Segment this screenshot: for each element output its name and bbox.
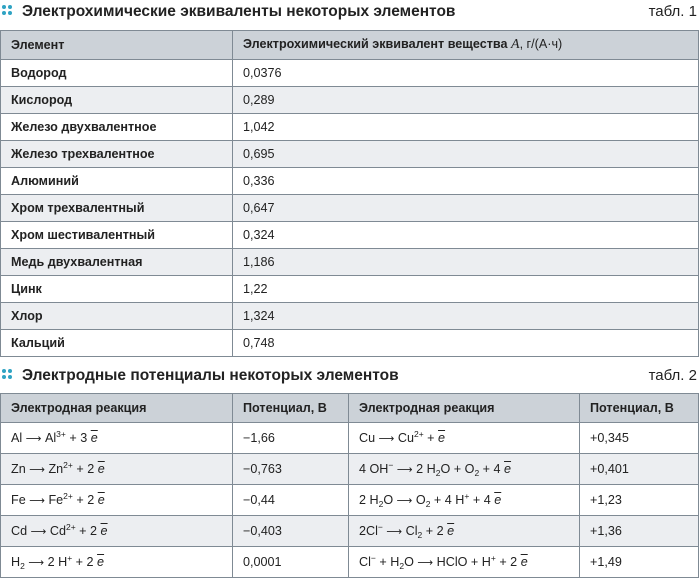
reactant-part: + H bbox=[375, 555, 400, 569]
electron-symbol: $\overline{e}$ bbox=[494, 493, 502, 507]
right-arrow-icon: ⟶ bbox=[25, 494, 49, 507]
reaction-cell bbox=[1, 454, 233, 485]
electron-symbol: $\overline{e}$ bbox=[100, 524, 108, 538]
reaction-cell bbox=[1, 516, 233, 547]
superscript: 2+ bbox=[63, 460, 73, 470]
table1-heading bbox=[0, 2, 700, 24]
right-arrow-icon: ⟶ bbox=[27, 525, 50, 538]
coefficient: + 2 bbox=[422, 524, 448, 538]
potential-value-cell: 0,0001 bbox=[233, 547, 349, 578]
table1-ref: табл. 1 bbox=[648, 3, 697, 20]
product: 2 H bbox=[47, 555, 68, 569]
superscript: 3+ bbox=[56, 429, 66, 439]
subscript: 2 bbox=[417, 530, 423, 540]
product: Cd bbox=[49, 524, 66, 538]
equivalent-value-cell: 1,22 bbox=[233, 276, 699, 303]
four-dots-icon bbox=[2, 5, 14, 17]
product: 2 H bbox=[416, 462, 436, 476]
equivalent-value-cell: 1,186 bbox=[233, 249, 699, 276]
coefficient: + 2 bbox=[72, 493, 98, 507]
potential-value-cell: −1,66 bbox=[233, 423, 349, 454]
coefficient: + 4 bbox=[469, 493, 495, 507]
table-row bbox=[1, 485, 699, 516]
reactant: Fe bbox=[11, 493, 26, 507]
right-arrow-icon: ⟶ bbox=[25, 463, 49, 476]
table-row bbox=[1, 87, 699, 114]
table-row bbox=[1, 547, 699, 578]
equivalent-header-text: Электрохимический эквивалент вещества bbox=[243, 37, 511, 51]
reaction-cell bbox=[349, 547, 580, 578]
table2-heading bbox=[0, 366, 700, 388]
potential-value-cell: +0,401 bbox=[580, 454, 699, 485]
coefficient: + 3 bbox=[65, 431, 91, 445]
superscript: − bbox=[370, 553, 376, 563]
right-arrow-icon: ⟶ bbox=[24, 556, 48, 569]
product: Al bbox=[44, 431, 57, 445]
reaction-cell bbox=[349, 423, 580, 454]
coefficient: + 4 bbox=[479, 462, 505, 476]
right-arrow-icon: ⟶ bbox=[393, 494, 416, 507]
reactant: Al bbox=[11, 431, 23, 445]
subscript: 2 bbox=[20, 561, 25, 571]
reactant-part: O bbox=[383, 493, 394, 507]
coefficient: + 2 bbox=[495, 555, 521, 569]
coefficient: + bbox=[423, 431, 439, 445]
subscript: 2 bbox=[474, 468, 480, 478]
equivalent-value-cell: 0,289 bbox=[233, 87, 699, 114]
table-row bbox=[1, 330, 699, 357]
product: HClO + H bbox=[436, 555, 491, 569]
element-name-cell: Кислород bbox=[1, 87, 233, 114]
table-row bbox=[1, 249, 699, 276]
equivalent-symbol: A bbox=[511, 37, 520, 52]
potential-value-cell: −0,403 bbox=[233, 516, 349, 547]
reactant-part: O bbox=[404, 555, 414, 569]
table-row bbox=[1, 114, 699, 141]
product-part: O + O bbox=[440, 462, 475, 476]
electron-symbol: $\overline{e}$ bbox=[504, 462, 512, 476]
potential-value-cell: +1,36 bbox=[580, 516, 699, 547]
equivalent-value-cell: 0,324 bbox=[233, 222, 699, 249]
table-row bbox=[1, 222, 699, 249]
reaction-cell bbox=[349, 454, 580, 485]
equivalent-units: , г/(А·ч) bbox=[519, 37, 563, 51]
equivalent-value-cell: 1,042 bbox=[233, 114, 699, 141]
equivalent-value-cell: 1,324 bbox=[233, 303, 699, 330]
product-part: + 4 H bbox=[430, 493, 465, 507]
element-name-cell: Железо двухвалентное bbox=[1, 114, 233, 141]
subscript: 2 bbox=[425, 499, 431, 509]
element-name-cell: Кальций bbox=[1, 330, 233, 357]
element-name-cell: Цинк bbox=[1, 276, 233, 303]
potential-value-cell: +1,49 bbox=[580, 547, 699, 578]
table-row bbox=[1, 423, 699, 454]
product: Fe bbox=[48, 493, 64, 507]
coefficient: + 2 bbox=[75, 524, 101, 538]
table-row bbox=[1, 168, 699, 195]
potential-value-cell: +0,345 bbox=[580, 423, 699, 454]
right-arrow-icon: ⟶ bbox=[22, 432, 45, 445]
four-dots-icon bbox=[2, 369, 14, 381]
reactant: Cd bbox=[11, 524, 28, 538]
element-name-cell: Хром трехвалентный bbox=[1, 195, 233, 222]
table-header-row bbox=[1, 394, 699, 423]
table-row bbox=[1, 60, 699, 87]
reactant: 2Cl bbox=[359, 524, 378, 538]
right-arrow-icon: ⟶ bbox=[375, 432, 398, 445]
table-row bbox=[1, 303, 699, 330]
equivalent-value-cell: 0,0376 bbox=[233, 60, 699, 87]
table-header-row bbox=[1, 31, 699, 60]
column-header-potential: Потенциал, В bbox=[233, 394, 349, 423]
right-arrow-icon: ⟶ bbox=[413, 556, 437, 569]
reaction-cell bbox=[349, 516, 580, 547]
column-header-potential: Потенциал, В bbox=[580, 394, 699, 423]
table2-ref: табл. 2 bbox=[648, 367, 697, 384]
equivalent-value-cell: 0,748 bbox=[233, 330, 699, 357]
electron-symbol: $\overline{e}$ bbox=[447, 524, 455, 538]
reactant: H bbox=[11, 555, 21, 569]
table-row bbox=[1, 454, 699, 485]
electron-symbol: $\overline{e}$ bbox=[97, 555, 105, 569]
table2-title: Электродные потенциалы некоторых элементов bbox=[22, 367, 399, 384]
equivalent-value-cell: 0,647 bbox=[233, 195, 699, 222]
superscript: − bbox=[377, 522, 383, 532]
electron-symbol: $\overline{e}$ bbox=[520, 555, 528, 569]
product: O bbox=[415, 493, 426, 507]
column-header-element: Элемент bbox=[1, 31, 233, 60]
element-name-cell: Алюминий bbox=[1, 168, 233, 195]
element-name-cell: Хром шестивалентный bbox=[1, 222, 233, 249]
reactant: Cl bbox=[359, 555, 371, 569]
column-header-equivalent bbox=[233, 31, 699, 60]
reactant: Zn bbox=[11, 462, 26, 476]
equivalent-value-cell: 0,336 bbox=[233, 168, 699, 195]
product: Zn bbox=[48, 462, 64, 476]
element-name-cell: Хлор bbox=[1, 303, 233, 330]
electron-symbol: $\overline{e}$ bbox=[97, 462, 105, 476]
electron-symbol: $\overline{e}$ bbox=[90, 431, 98, 445]
product: Cl bbox=[405, 524, 418, 538]
potential-value-cell: −0,44 bbox=[233, 485, 349, 516]
electron-symbol: $\overline{e}$ bbox=[438, 431, 446, 445]
coefficient: + 2 bbox=[72, 462, 98, 476]
potential-value-cell: −0,763 bbox=[233, 454, 349, 485]
superscript: 2+ bbox=[63, 491, 73, 501]
reactant: 4 OH bbox=[359, 462, 389, 476]
subscript: 2 bbox=[435, 468, 441, 478]
reactant: 2 H bbox=[359, 493, 379, 507]
electron-symbol: $\overline{e}$ bbox=[97, 493, 105, 507]
equivalent-value-cell: 0,695 bbox=[233, 141, 699, 168]
column-header-reaction: Электродная реакция bbox=[1, 394, 233, 423]
superscript: + bbox=[490, 553, 496, 563]
table1-title: Электрохимические эквиваленты некоторых элементов bbox=[22, 3, 456, 20]
superscript: + bbox=[464, 491, 470, 501]
subscript: 2 bbox=[399, 561, 405, 571]
product: Cu bbox=[397, 431, 414, 445]
column-header-reaction: Электродная реакция bbox=[349, 394, 580, 423]
element-name-cell: Железо трехвалентное bbox=[1, 141, 233, 168]
table-row bbox=[1, 195, 699, 222]
right-arrow-icon: ⟶ bbox=[382, 525, 406, 538]
right-arrow-icon: ⟶ bbox=[393, 463, 417, 476]
equivalents-table bbox=[0, 30, 699, 357]
reaction-cell bbox=[1, 485, 233, 516]
potentials-table bbox=[0, 393, 699, 578]
coefficient: + 2 bbox=[72, 555, 98, 569]
potential-value-cell: +1,23 bbox=[580, 485, 699, 516]
subscript: 2 bbox=[378, 499, 384, 509]
reaction-cell bbox=[349, 485, 580, 516]
element-name-cell: Водород bbox=[1, 60, 233, 87]
table-row bbox=[1, 141, 699, 168]
superscript: − bbox=[388, 460, 394, 470]
superscript: 2+ bbox=[413, 429, 424, 439]
table-row bbox=[1, 516, 699, 547]
element-name-cell: Медь двухвалентная bbox=[1, 249, 233, 276]
superscript: 2+ bbox=[65, 522, 76, 532]
reaction-cell bbox=[1, 423, 233, 454]
table-row bbox=[1, 276, 699, 303]
superscript: + bbox=[67, 553, 73, 563]
reaction-cell bbox=[1, 547, 233, 578]
reactant: Cu bbox=[359, 431, 376, 445]
